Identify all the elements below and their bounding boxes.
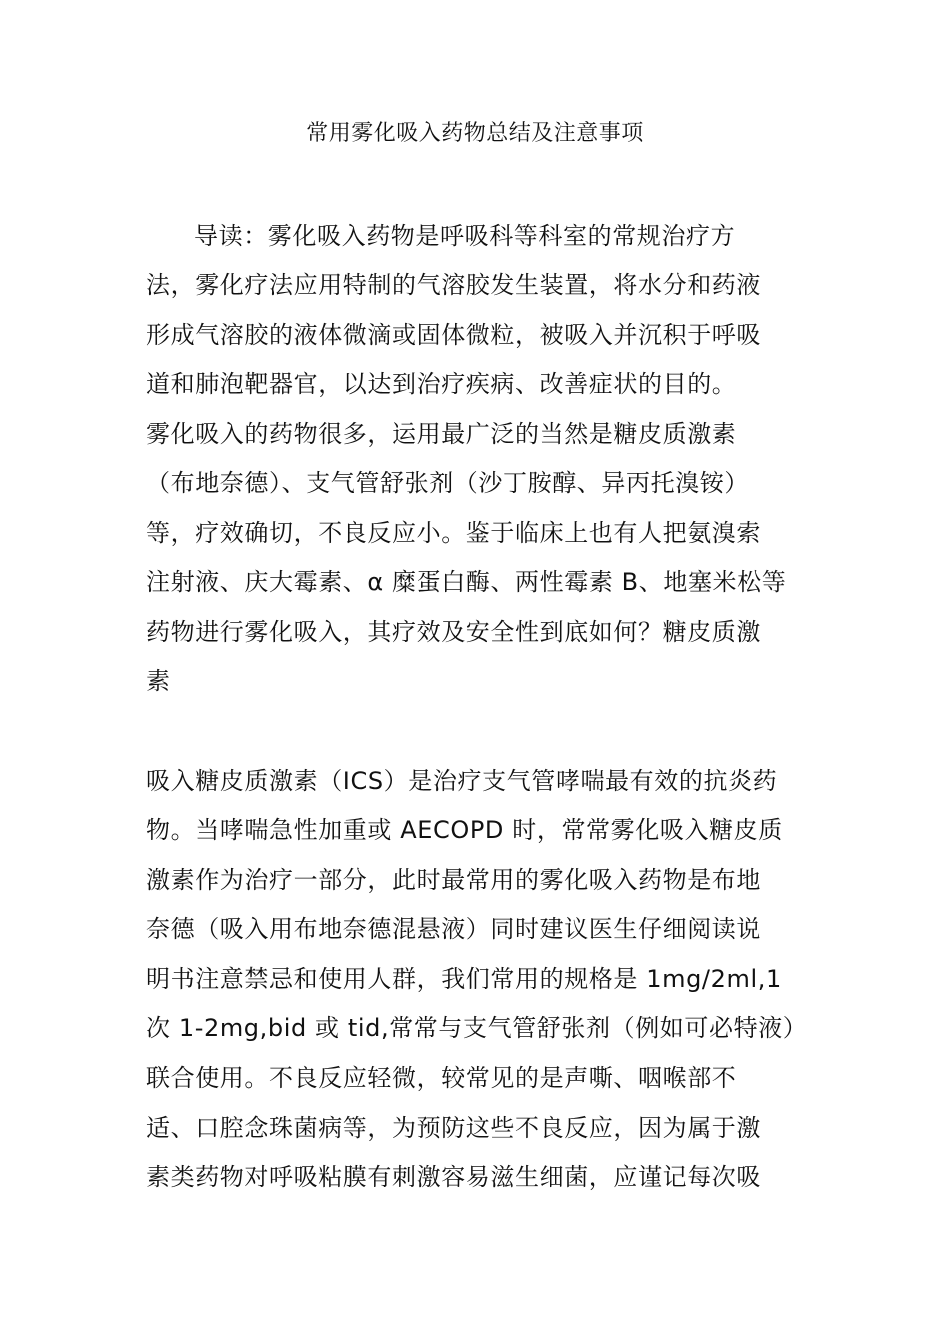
paragraph1-line-1: 导读：雾化吸入药物是呼吸科等科室的常规治疗方: [194, 222, 736, 250]
paragraph2-line-5: 明书注意禁忌和使用人群，我们常用的规格是 1mg/2ml,1: [146, 965, 782, 993]
paragraph1-line-3: 形成气溶胶的液体微滴或固体微粒，被吸入并沉积于呼吸: [146, 321, 761, 349]
paragraph1-line-6: （布地奈德）、支气管舒张剂（沙丁胺醇、异丙托溴铵）: [146, 469, 749, 497]
paragraph2-line-7: 联合使用。不良反应轻微，较常见的是声嘶、咽喉部不: [146, 1064, 737, 1092]
paragraph2-line-6: 次 1-2mg,bid 或 tid,常常与支气管舒张剂（例如可必特液）: [146, 1014, 808, 1042]
paragraph1-line-4: 道和肺泡靶器官，以达到治疗疾病、改善症状的目的。: [146, 370, 737, 398]
paragraph2-line-2: 物。当哮喘急性加重或 AECOPD 时，常常雾化吸入糖皮质: [146, 816, 783, 844]
paragraph2-line-1: 吸入糖皮质激素（ICS）是治疗支气管哮喘最有效的抗炎药: [146, 767, 778, 795]
paragraph1-line-2: 法，雾化疗法应用特制的气溶胶发生装置，将水分和药液: [146, 271, 761, 299]
paragraph1-line-7: 等，疗效确切，不良反应小。鉴于临床上也有人把氨溴索: [146, 519, 761, 547]
document-title: 常用雾化吸入药物总结及注意事项: [306, 121, 644, 146]
paragraph1-line-5: 雾化吸入的药物很多，运用最广泛的当然是糖皮质激素: [146, 420, 737, 448]
paragraph1-line-9: 药物进行雾化吸入，其疗效及安全性到底如何？糖皮质激: [146, 618, 761, 646]
paragraph1-line-8: 注射液、庆大霉素、α 糜蛋白酶、两性霉素 B、地塞米松等: [146, 568, 787, 596]
paragraph2-line-8: 适、口腔念珠菌病等，为预防这些不良反应，因为属于激: [146, 1114, 761, 1142]
paragraph2-line-3: 激素作为治疗一部分，此时最常用的雾化吸入药物是布地: [146, 866, 761, 894]
paragraph2-line-9: 素类药物对呼吸粘膜有刺激容易滋生细菌，应谨记每次吸: [146, 1163, 761, 1191]
paragraph2-line-4: 奈德（吸入用布地奈德混悬液）同时建议医生仔细阅读说: [146, 915, 761, 943]
paragraph1-line-10: 素: [146, 667, 171, 695]
